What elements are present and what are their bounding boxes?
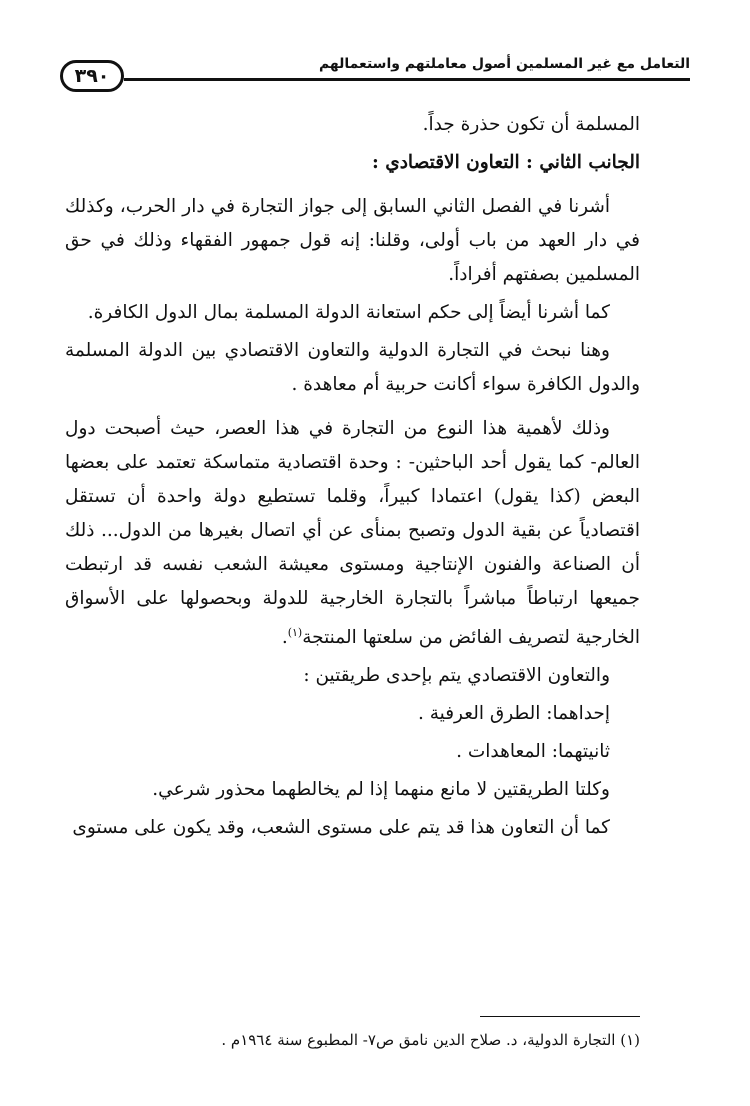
footnote-divider (480, 1016, 640, 1017)
paragraph: كما أن التعاون هذا قد يتم على مستوى الشعب، وقد يكون على مستوى (72, 817, 610, 839)
paragraph: أشرنا في الفصل الثاني السابق إلى جواز التجارة في دار الحرب، وكذلك في دار العهد من باب أولى، وقلنا: إنه قول جمهور الفقهاء وذلك في حق المسلمين بصفتهم أفراداً. (65, 196, 640, 285)
paragraph-quote (65, 412, 640, 655)
paragraph: وهنا نبحث في التجارة الدولية والتعاون الاقتصادي بين الدولة المسلمة والدول الكافرة سواء أكانت حربية أم معاهدة . (65, 340, 640, 395)
section-heading: الجانب الثاني : التعاون الاقتصادي : (371, 152, 640, 173)
paragraph: المسلمة أن تكون حذرة جداً. (422, 114, 640, 135)
header-rule (124, 78, 690, 81)
page-header (60, 52, 690, 92)
paragraph: وكلتا الطريقتين لا مانع منهما إذا لم يخالطهما محذور شرعي. (152, 779, 610, 801)
quote-text: وذلك لأهمية هذا النوع من التجارة في هذا العصر، حيث أصبحت دول العالم- كما يقول أحد الباحثين- : وحدة اقتصادية متماسكة تعتمد على بعضها البعض (كذا يقول) اعتمادا كبيراً، وقلما تستطيع دولة واحدة أن تستقل اقتصادياً عن بقية الدول وتصبح بمنأى عن أي اتصال بغيرها من الدول... ذلك أن الصناعة والفنون الإنتاجية ومستوى معيشة الشعب نفسه قد ارتبطت جميعها ارتباطاً مباشراً بالتجارة الخارجية للدولة وبحصولها على الأسواق الخارجية لتصريف الفائض من سلعتها المنتجة (65, 418, 640, 649)
paragraph: كما أشرنا أيضاً إلى حكم استعانة الدولة المسلمة بمال الدول الكافرة. (87, 302, 610, 323)
running-title: التعامل مع غير المسلمين أصول معاملتهم واستعمالهم (318, 56, 690, 72)
list-item: ثانيتهما: المعاهدات . (456, 741, 610, 763)
quote-end: . (281, 627, 288, 649)
body-text (65, 108, 640, 845)
paragraph: والتعاون الاقتصادي يتم بإحدى طريقتين : (303, 665, 610, 687)
footnote-marker: (١) (287, 626, 303, 639)
page-number: ٣٩٠ (60, 60, 124, 92)
footnote: (١) التجارة الدولية، د. صلاح الدين نامق ص٧- المطبوع سنة ١٩٦٤م . (221, 1031, 640, 1049)
list-item: إحداهما: الطرق العرفية . (417, 703, 610, 725)
